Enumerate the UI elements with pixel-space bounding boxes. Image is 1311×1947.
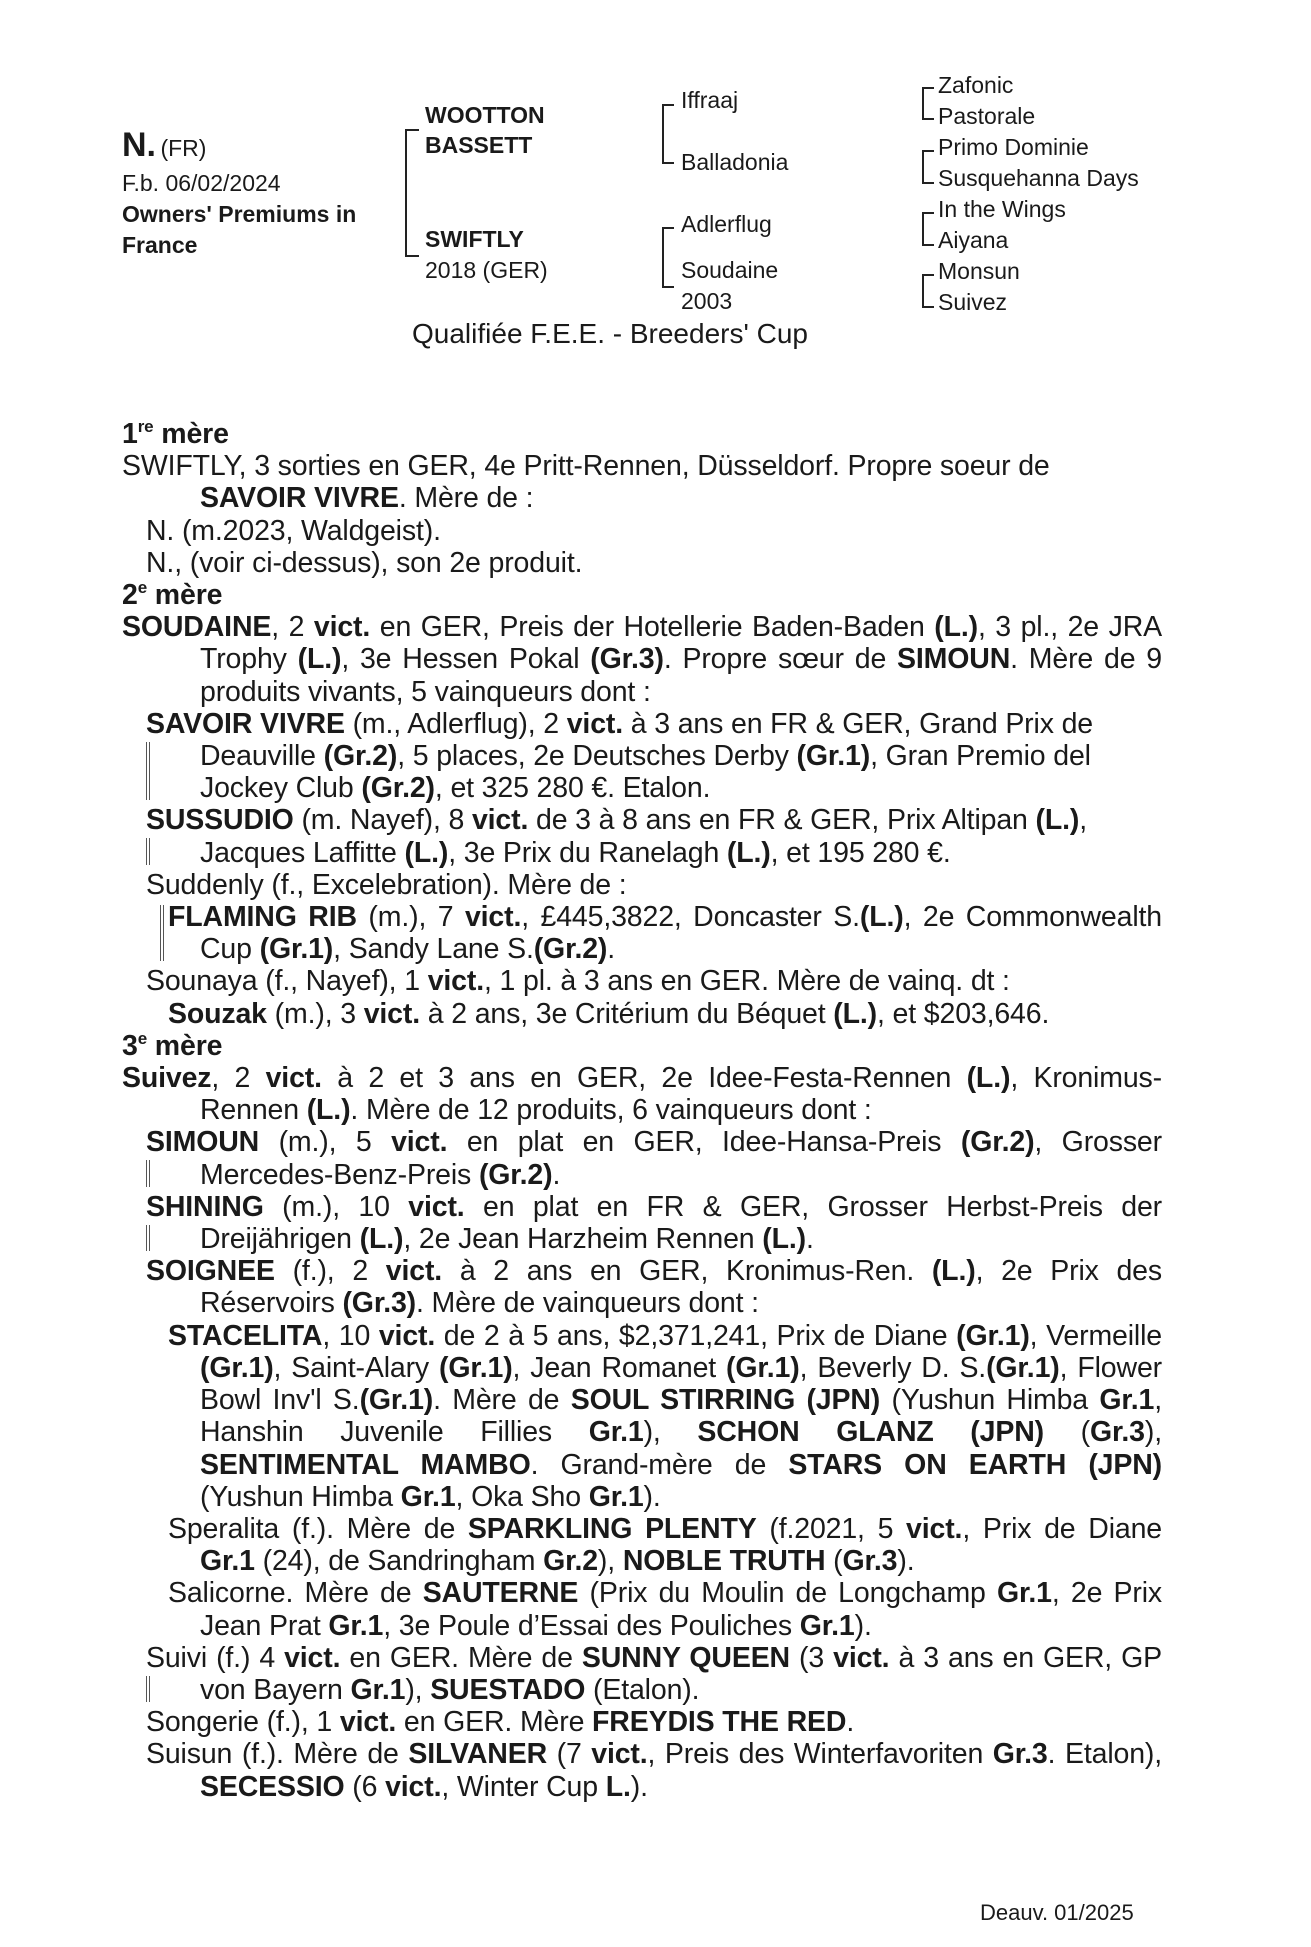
qualification: Qualifiée F.E.E. - Breeders' Cup xyxy=(412,318,808,349)
granddam-2: Soudaine xyxy=(681,257,779,283)
ggp-2: Pastorale xyxy=(938,103,1036,129)
produce-2: N., (voir ci-dessus), son 2e produit. xyxy=(146,546,583,579)
pedigree-body xyxy=(122,418,1162,1803)
produce-songerie: Songerie (f.), 1 vict. en GER. Mère FREYDIS THE RED. xyxy=(146,1706,855,1739)
horse-name: N. xyxy=(122,126,156,164)
sire-dam-bracket xyxy=(405,129,419,257)
produce-soignee: SOIGNEE (f.), 2 vict. à 2 ans en GER, Kronimus-Ren. (L.), 2e Prix des Réservoirs (Gr.3). Mère de vainqueurs dont : xyxy=(146,1255,1162,1320)
section-heading-3: 3e mère xyxy=(122,1028,223,1062)
granddam-1: Balladonia xyxy=(681,149,789,175)
sex-birth: F.b. 06/02/2024 xyxy=(122,170,281,196)
ggp-bracket-2 xyxy=(922,150,934,184)
section-heading-2: 2e mère xyxy=(122,578,223,612)
produce-flaming-rib: FLAMING RIB (m.), 7 vict., £445,3822, Doncaster S.(L.), 2e Commonwealth Cup (Gr.1), Sandy Lane S.(Gr.2). xyxy=(168,901,1162,966)
produce-suisun: Suisun (f.). Mère de SILVANER (7 vict., Preis des Winterfavoriten Gr.3. Etalon), SECESSIO (6 vict., Winter Cup L.). xyxy=(146,1738,1163,1803)
premium-line2: France xyxy=(122,232,198,258)
ggp-bracket-3 xyxy=(922,212,934,246)
grandsire-2: Adlerflug xyxy=(681,211,772,237)
produce-suivi: Suivi (f.) 4 vict. en GER. Mère de SUNNY QUEEN (3 vict. à 3 ans en GER, GP von Bayern Gr.1), SUESTADO (Etalon). xyxy=(146,1641,1162,1706)
ggp-3: Primo Dominie xyxy=(938,134,1089,160)
horse-origin: (FR) xyxy=(160,135,207,161)
ggp-7: Monsun xyxy=(938,258,1020,284)
sire-line2: BASSETT xyxy=(425,132,533,158)
ggp-1: Zafonic xyxy=(938,72,1014,98)
third-dam-paragraph: Suivez, 2 vict. à 2 et 3 ans en GER, 2e Idee-Festa-Rennen (L.), Kronimus-Rennen (L.). Mère de 12 produits, 6 vainqueurs dont : xyxy=(122,1062,1162,1127)
produce-speralita: Speralita (f.). Mère de SPARKLING PLENTY (f.2021, 5 vict., Prix de Diane Gr.1 (24), de Sandringham Gr.2), NOBLE TRUTH (Gr.3). xyxy=(168,1512,1162,1578)
ggp-bracket-1 xyxy=(922,87,934,120)
produce-sounaya: Sounaya (f., Nayef), 1 vict., 1 pl. à 3 ans en GER. Mère de vainq. dt : xyxy=(146,965,1010,998)
produce-stacelita: STACELITA, 10 vict. de 2 à 5 ans, $2,371,241, Prix de Diane (Gr.1), Vermeille (Gr.1), Saint-Alary (Gr.1), Jean Romanet (Gr.1), Beverly D. S.(Gr.1), Flower Bowl Inv'l S.(Gr.1). Mère de SOUL STIRRING (JPN) (Yushun Himba Gr.1, Hanshin Juvenile Fillies Gr.1), SCHON GLANZ (JPN) (Gr.3), SENTIMENTAL MAMBO. Grand-mère de STARS ON EARTH (JPN) (Yushun Himba Gr.1, Oka Sho Gr.1). xyxy=(168,1319,1162,1513)
ggp-bracket-4 xyxy=(922,274,934,308)
produce-souzak: Souzak (m.), 3 vict. à 2 ans, 3e Critérium du Béquet (L.), et $203,646. xyxy=(168,997,1050,1030)
produce-1: N. (m.2023, Waldgeist). xyxy=(146,514,441,547)
produce-simoun: SIMOUN (m.), 5 vict. en plat en GER, Idee-Hansa-Preis (Gr.2), Grosser Mercedes-Benz-Preis (Gr.2). xyxy=(146,1126,1162,1191)
produce-salicorne: Salicorne. Mère de SAUTERNE (Prix du Moulin de Longchamp Gr.1, 2e Prix Jean Prat Gr.1, 3e Poule d’Essai des Pouliches Gr.1). xyxy=(168,1577,1163,1642)
ggp-5: In the Wings xyxy=(938,196,1066,222)
ggp-4: Susquehanna Days xyxy=(938,165,1139,191)
produce-savoir-vivre: SAVOIR VIVRE (m., Adlerflug), 2 vict. à 3 ans en FR & GER, Grand Prix de Deauville (Gr.2), 5 places, 2e Deutsches Derby (Gr.1), Gran Premio del Jockey Club (Gr.2), et 325 280 €. Etalon. xyxy=(146,708,1162,805)
dam-parents-bracket xyxy=(662,227,674,288)
produce-shining: SHINING (m.), 10 vict. en plat en FR & GER, Grosser Herbst-Preis der Dreijährigen (L.), 2e Jean Harzheim Rennen (L.). xyxy=(146,1190,1162,1256)
ggp-8: Suivez xyxy=(938,289,1008,315)
section-heading-1: 1re mère xyxy=(122,417,229,450)
dam-name: SWIFTLY xyxy=(425,226,524,252)
produce-suddenly: Suddenly (f., Excelebration). Mère de : xyxy=(146,868,627,901)
sire-line1: WOOTTON xyxy=(425,102,545,128)
second-dam-paragraph: SOUDAINE, 2 vict. en GER, Preis der Hotellerie Baden-Baden (L.), 3 pl., 2e JRA Trophy (L.), 3e Hessen Pokal (Gr.3). Propre sœur de SIMOUN. Mère de 9 produits vivants, 5 vainqueurs dont : xyxy=(122,611,1162,708)
premium-line1: Owners' Premiums in xyxy=(122,201,357,227)
ggp-6: Aiyana xyxy=(938,227,1009,253)
dam-info: 2018 (GER) xyxy=(425,257,548,283)
dam-paragraph: SWIFTLY, 3 sorties en GER, 4e Pritt-Rennen, Düsseldorf. Propre soeur de SAVOIR VIVRE. Mère de : xyxy=(122,450,1050,515)
granddam-2-year: 2003 xyxy=(681,288,733,314)
produce-sussudio: SUSSUDIO (m. Nayef), 8 vict. de 3 à 8 ans en FR & GER, Prix Altipan (L.), Jacques Laffitte (L.), 3e Prix du Ranelagh (L.), et 195 280 €. xyxy=(146,804,1162,868)
footer-ref: Deauv. 01/2025 xyxy=(980,1900,1134,1925)
grandsire-1: Iffraaj xyxy=(681,87,739,113)
sire-parents-bracket xyxy=(662,104,674,164)
